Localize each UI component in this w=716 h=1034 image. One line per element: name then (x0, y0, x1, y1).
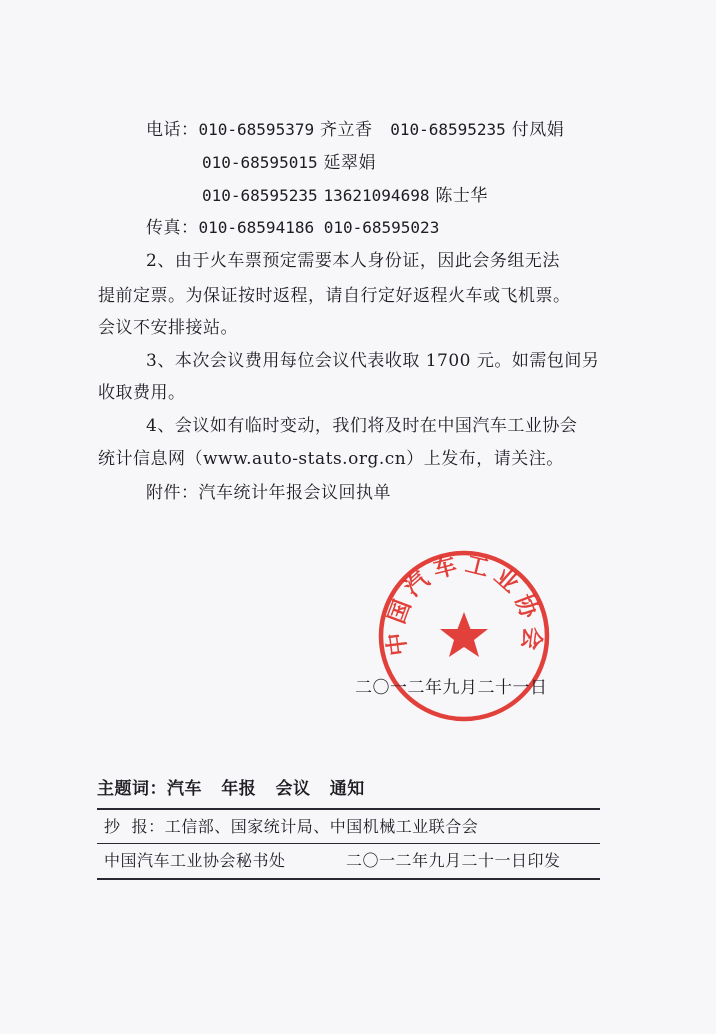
fax-row (146, 216, 439, 240)
item-4-line-2: 统计信息网（www.auto-stats.org.cn）上发布，请关注。 (98, 449, 564, 469)
cc-row (104, 815, 478, 839)
contact-name: 陈士华 (435, 186, 488, 206)
phone-row-3 (202, 184, 488, 208)
fax-numbers: 010-68594186 010-68595023 (198, 218, 440, 237)
issuer-name: 中国汽车工业协会秘书处 (104, 851, 286, 870)
issue-date: 二〇一二年九月二十一日印发 (346, 851, 561, 870)
phone-number: 010-68595015 (202, 153, 318, 172)
footer-rule-top (97, 808, 600, 810)
seal-text: 中国汽车工业协会 (382, 551, 546, 658)
phone-number: 010-68595235 (202, 186, 318, 205)
contact-name: 延翠娟 (323, 153, 376, 173)
item-3-line-1: 3、本次会议费用每位会议代表收取 1700 元。如需包间另 (146, 351, 600, 371)
phone-number: 010-68595379 (198, 120, 315, 139)
phone-number: 010-68595235 (390, 120, 506, 139)
item-4-line-1: 4、会议如有临时变动，我们将及时在中国汽车工业协会 (146, 416, 578, 436)
footer-rule-bottom (97, 878, 600, 880)
contact-name: 付凤娟 (511, 120, 565, 140)
keywords: 汽车 年报 会议 通知 (167, 779, 365, 799)
fax-label: 传真： (146, 218, 199, 238)
phone-row-2 (202, 151, 376, 175)
item-3-line-2: 收取费用。 (98, 383, 186, 403)
seal-star-icon (440, 612, 488, 657)
phone-row-1 (146, 118, 564, 142)
item-2-line-1: 2、由于火车票预定需要本人身份证，因此会务组无法 (146, 251, 560, 271)
phone-label: 电话： (146, 120, 199, 140)
keywords-label: 主题词： (97, 779, 167, 799)
keywords-row (97, 777, 365, 801)
cc-recipients: 工信部、国家统计局、中国机械工业联合会 (164, 817, 479, 836)
mobile-number: 13621094698 (323, 186, 430, 205)
cc-label: 抄 报： (104, 817, 165, 836)
item-2-line-3: 会议不安排接站。 (98, 318, 238, 338)
contact-name: 齐立香 (320, 120, 373, 140)
attachment-line: 附件：汽车统计年报会议回执单 (146, 483, 391, 503)
document-date: 二〇一二年九月二十一日 (355, 678, 548, 698)
footer-rule-middle (97, 843, 600, 844)
item-2-line-2: 提前定票。为保证按时返程，请自行定好返程火车或飞机票。 (98, 286, 571, 306)
